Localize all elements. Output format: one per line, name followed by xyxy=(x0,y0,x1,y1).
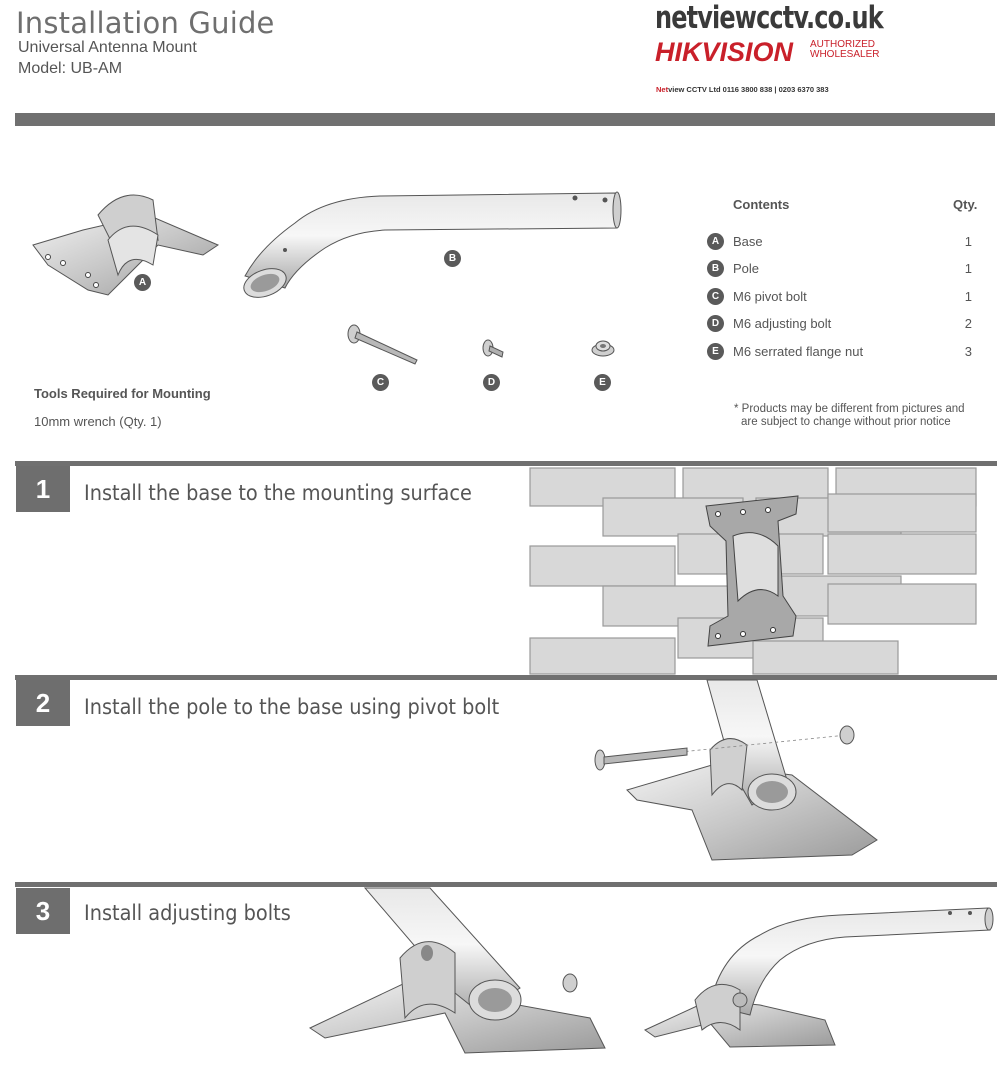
adjusting-bolts-illustration-a xyxy=(305,888,610,1058)
item-name: Base xyxy=(733,234,763,249)
contact-details: view CCTV Ltd 0116 3800 838 | 0203 6370 383 xyxy=(668,85,829,94)
qty-header: Qty. xyxy=(953,197,978,212)
contents-row xyxy=(707,343,972,361)
product-name: Universal Antenna Mount xyxy=(18,39,197,56)
step-text: Install the pole to the base using pivot bolt xyxy=(84,695,500,719)
step-text: Install adjusting bolts xyxy=(84,901,291,925)
part-label-b: B xyxy=(444,250,461,267)
item-qty: 1 xyxy=(964,234,972,249)
wall-mount-illustration xyxy=(528,466,978,674)
part-label-d: D xyxy=(483,374,500,391)
site-logo-text: netviewcctv.co.uk xyxy=(655,0,883,36)
item-name: M6 serrated flange nut xyxy=(733,344,864,359)
authorized-wholesaler-label xyxy=(810,40,880,60)
item-qty: 2 xyxy=(964,316,972,331)
step-number: 1 xyxy=(16,466,70,512)
page-title: Installation Guide xyxy=(16,6,275,40)
item-letter-badge: E xyxy=(707,343,724,360)
part-label-c: C xyxy=(372,374,389,391)
note-line: * Products may be different from pictures and xyxy=(734,403,965,415)
item-name: M6 adjusting bolt xyxy=(733,316,832,331)
base-illustration xyxy=(28,185,223,305)
tools-value: 10mm wrench (Qty. 1) xyxy=(34,414,162,429)
pole-to-base-illustration xyxy=(592,680,892,870)
contents-header: Contents xyxy=(733,197,790,212)
disclaimer-note xyxy=(734,403,994,429)
step-number: 2 xyxy=(16,680,70,726)
item-name: Pole xyxy=(733,261,760,276)
authorized-line: AUTHORIZED xyxy=(810,39,875,50)
wholesaler-line: WHOLESALER xyxy=(810,49,880,60)
note-line: are subject to change without prior notice xyxy=(741,416,951,428)
item-qty: 3 xyxy=(964,344,972,359)
item-qty: 1 xyxy=(964,289,972,304)
step-number: 3 xyxy=(16,888,70,934)
adjusting-bolt-illustration xyxy=(480,338,506,362)
header-divider xyxy=(15,113,995,126)
step-divider xyxy=(15,882,997,887)
tools-header: Tools Required for Mounting xyxy=(34,386,211,401)
brand-logo: HIKVISION xyxy=(655,37,794,67)
item-qty: 1 xyxy=(964,261,972,276)
step-text: Install the base to the mounting surface xyxy=(84,481,472,505)
contents-row xyxy=(707,315,972,333)
contents-row xyxy=(707,233,972,251)
item-name: M6 pivot bolt xyxy=(733,289,807,304)
adjusting-bolts-illustration-b xyxy=(640,905,995,1055)
item-letter-badge: A xyxy=(707,233,724,250)
model-number: Model: UB-AM xyxy=(18,60,123,77)
item-letter-badge: C xyxy=(707,288,724,305)
pole-illustration xyxy=(240,188,625,303)
contact-prefix: Net xyxy=(656,85,669,94)
item-letter-badge: D xyxy=(707,315,724,332)
contents-row xyxy=(707,288,972,306)
part-label-a: A xyxy=(134,274,151,291)
item-letter-badge: B xyxy=(707,260,724,277)
flange-nut-illustration xyxy=(590,338,616,358)
contents-row xyxy=(707,260,972,278)
pivot-bolt-illustration xyxy=(345,322,420,367)
contact-line xyxy=(656,85,829,94)
part-label-e: E xyxy=(594,374,611,391)
